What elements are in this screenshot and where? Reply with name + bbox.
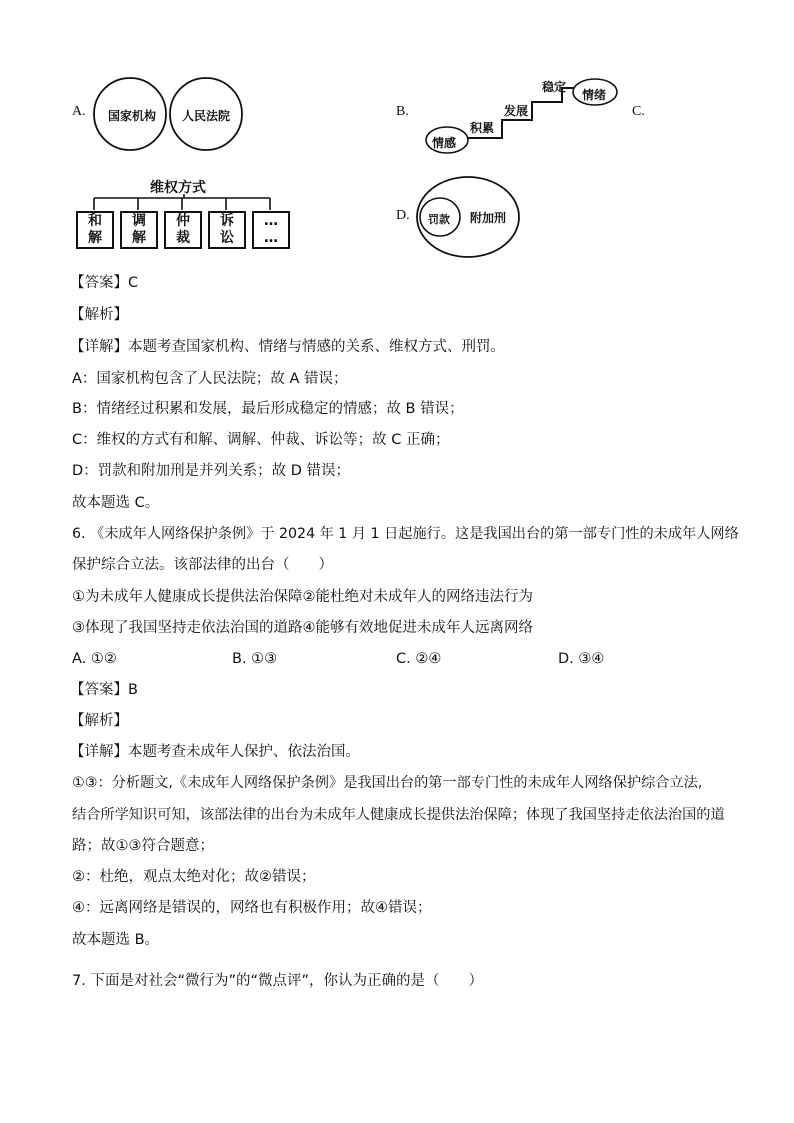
q6-choice-a: A. ①②: [72, 651, 117, 667]
fine-text: 罚款: [428, 213, 450, 226]
method-box-litigation: 诉 讼: [208, 211, 246, 249]
q6-stem-line1: 6. 《未成年人网络保护条例》于 2024 年 1 月 1 日起施行。这是我国出台的第一部专门性的未成年人网络: [72, 526, 739, 542]
q5-analysis: 【解析】: [70, 307, 128, 323]
q5-conclusion: 故本题选 C。: [72, 495, 160, 511]
q6-conclusion: 故本题选 B。: [72, 932, 160, 948]
q6-items-line2: ③体现了我国坚持走依法治国的道路④能够有效地促进未成年人远离网络: [72, 620, 533, 636]
q6-answer: 【答案】B: [70, 682, 138, 698]
step-stable: 稳定: [542, 80, 567, 94]
q6-stem-line2: 保护综合立法。该部法律的出台（ ）: [72, 557, 333, 573]
q5-line-b: B：情绪经过积累和发展，最后形成稳定的情感；故 B 错误；: [72, 401, 464, 417]
q6-choice-c: C. ②④: [396, 651, 442, 667]
q6-analysis: 【解析】: [70, 713, 128, 729]
q6-choice-b: B. ①③: [232, 651, 278, 667]
q5-line-c: C：维权的方式有和解、调解、仲裁、诉讼等；故 C 正确；: [72, 432, 450, 448]
step-develop: 发展: [504, 104, 529, 118]
option-a-left-text: 国家机构: [107, 109, 156, 123]
q6-explain-line2: 结合所学知识可知，该部法律的出台为未成年人健康成长提供法治保障；体现了我国坚持走依法治国的道: [72, 807, 725, 823]
q5-detail: 【详解】本题考查国家机构、情绪与情感的关系、维权方式、刑罚。: [70, 339, 505, 355]
method-box-settlement: 和 解: [76, 211, 114, 249]
q5-answer: 【答案】C: [70, 275, 139, 291]
option-a-right-text: 人民法院: [181, 109, 230, 123]
method-box-etc: … …: [252, 211, 290, 249]
step-accumulate: 积累: [470, 121, 495, 135]
method-box-mediation: 调 解: [120, 211, 158, 249]
q5-line-d: D：罚款和附加刑是并列关系；故 D 错误；: [72, 463, 351, 479]
q6-explain-line5: ④：远离网络是错误的，网络也有积极作用；故④错误；: [72, 900, 432, 916]
additional-penalty-text: 附加刑: [470, 211, 507, 225]
option-c-label: C.: [632, 104, 645, 119]
method-box-arbitration: 仲 裁: [164, 211, 202, 249]
step-emotion: 情感: [432, 136, 457, 150]
option-d-label: D.: [396, 208, 410, 223]
q6-choice-d: D. ③④: [558, 651, 605, 667]
q6-items-line1: ①为未成年人健康成长提供法治保障②能杜绝对未成年人的网络违法行为: [72, 589, 533, 605]
q6-explain-line1: ①③：分析题文,《未成年人网络保护条例》是我国出台的第一部专门性的未成年人网络保护综合立法,: [72, 775, 703, 791]
rights-methods-title: 维权方式: [150, 180, 206, 196]
q6-explain-line4: ②：杜绝，观点太绝对化；故②错误；: [72, 869, 316, 885]
step-mood: 情绪: [582, 88, 607, 102]
q7-stem: 7. 下面是对社会“微行为”的“微点评”，你认为正确的是（ ）: [72, 973, 483, 989]
q6-explain-line3: 路；故①③符合题意；: [72, 838, 214, 854]
q6-detail: 【详解】本题考查未成年人保护、依法治国。: [70, 744, 360, 760]
option-b-label: B.: [396, 104, 409, 119]
q5-line-a: A：国家机构包含了人民法院；故 A 错误；: [72, 371, 348, 387]
option-a-label: A.: [72, 104, 86, 119]
